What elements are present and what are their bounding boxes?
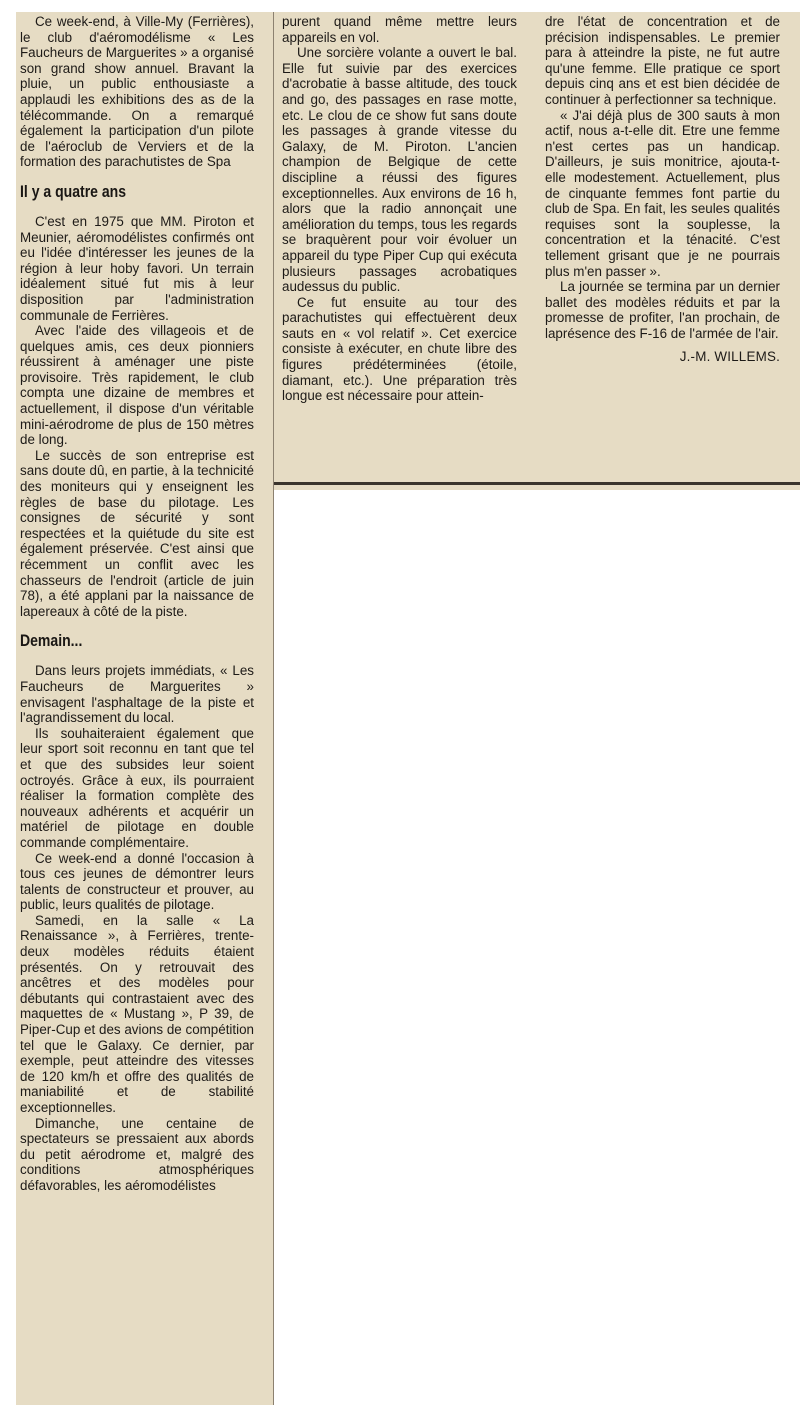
body-paragraph: Ce fut ensuite au tour des parachutistes qui effectuèrent deux sauts en « vol relatif ». Cet exercice consiste à exécuter, en chute libre des figures prédéterminées (étoile, diamant, etc.). Une préparation très longue est nécessaire pour attein- [282, 294, 517, 404]
subheading-quatre-ans: Il y a quatre ans [20, 182, 127, 201]
intro-paragraph: Ce week-end, à Ville-My (Ferrières), le club d'aéromodélisme « Les Faucheurs de Marguerites » a organisé son grand show annuel. Bravant la pluie, un public enthousiaste a applaudi les exhibitions des as de la télécommande. On a remarqué également la participation d'un pilote de l'aéroclub de Verviers et de la formation des parachutistes de Spa [20, 14, 254, 170]
body-paragraph: La journée se termina par un dernier ballet des modèles réduits et par la promesse de profiter, l'an prochain, de laprésence des F-16 de l'armée de l'air. [545, 279, 780, 341]
continuation-paragraph: dre l'état de concentration et de précision indispensables. Le premier para à atteindre la piste, ne fut autre qu'une femme. Elle pratique ce sport depuis cinq ans et est bien décidée de continuer à perfectionner sa technique. [545, 14, 780, 107]
body-paragraph: Avec l'aide des villageois et de quelques amis, ces deux pionniers réussirent à aménager une piste provisoire. Très rapidement, le club compta une dizaine de membres et actuellement, il dispose d'un véritable mini-aérodrome de plus de 150 mètres de long. [20, 323, 254, 448]
article-column-3 [545, 14, 780, 365]
article-column-1 [20, 14, 254, 1194]
column-rule [273, 12, 274, 1405]
body-paragraph: Une sorcière volante a ouvert le bal. Elle fut suivie par des exercices d'acrobatie à basse altitude, des touck and go, des passages en rase motte, etc. Le clou de ce show fut sans doute les passages à grande vitesse du Galaxy, de M. Piroton. L'ancien champion de Belgique de cette discipline a réussi des figures exceptionnelles. Aux environs de 16 h, alors que la radio annonçait une amélioration du temps, tous les regards se braquèrent pour voir évoluer un appareil du type Piper Cup qui exécuta plusieurs passages acrobatiques audessus du public. [282, 45, 517, 295]
continuation-paragraph: purent quand même mettre leurs appareils en vol. [282, 14, 517, 45]
body-paragraph: Ce week-end a donné l'occasion à tous ces jeunes de démontrer leurs talents de constructeur et prouver, au public, leurs qualités de pilotage. [20, 850, 254, 913]
body-paragraph: Le succès de son entreprise est sans doute dû, en partie, à la technicité des moniteurs qui y enseignent les règles de base du pilotage. Les consignes de sécurité y sont respectées et la quiétude du site est également préservée. C'est ainsi que récemment un conflit avec les chasseurs de l'endroit (article de juin 78), a été applani par la naissance de lapereaux à côté de la piste. [20, 447, 254, 619]
body-paragraph: Ils souhaiteraient également que leur sport soit reconnu en tant que tel et que des subsides leur soient octroyés. Grâce à eux, ils pourraient réaliser la formation complète des nouveaux adhérents et acquérir un matériel de pilotage en double commande complémentaire. [20, 725, 254, 850]
quote-paragraph: « J'ai déjà plus de 300 sauts à mon actif, nous a-t-elle dit. Etre une femme n'est certes pas un handicap. D'ailleurs, je suis monitrice, ajouta-t-elle modestement. Actuellement, plus de cinquante femmes font partie du club de Spa. En fait, les seules qualités requises sont la souplesse, la concentration et la ténacité. C'est tellement grisant que je ne pourrais plus m'en passer ». [545, 107, 780, 279]
body-paragraph: Dans leurs projets immédiats, « Les Faucheurs de Marguerites » envisagent l'asphaltage de la piste et l'agrandissement du local. [20, 663, 254, 726]
author-signature: J.-M. WILLEMS. [679, 349, 780, 365]
subheading-demain: Demain... [20, 632, 83, 651]
article-column-2 [282, 14, 517, 404]
body-paragraph: Dimanche, une centaine de spectateurs se pressaient aux abords du petit aérodrome et, malgré des conditions atmosphériques défavorables, les aéromodélistes [20, 1115, 254, 1193]
body-paragraph: C'est en 1975 que MM. Piroton et Meunier, aéromodélistes confirmés ont eu l'idée d'intéresser les jeunes de la région à leur hoby favori. Un terrain idéalement situé fut mis à leur disposition par l'administration communale de Ferrières. [20, 213, 254, 323]
body-paragraph: Samedi, en la salle « La Renaissance », à Ferrières, trente-deux modèles réduits étaient présentés. On y retrouvait des ancêtres et des modèles pour débutants qui contrastaient avec des maquettes de « Mustang », P 39, de Piper-Cup et des avions de compétition tel que le Galaxy. Ce dernier, par exemple, peut atteindre des vitesses de 120 km/h et offre des qualités de maniabilité et de stabilité exceptionnelles. [20, 912, 254, 1115]
article-end-rule [274, 482, 800, 485]
